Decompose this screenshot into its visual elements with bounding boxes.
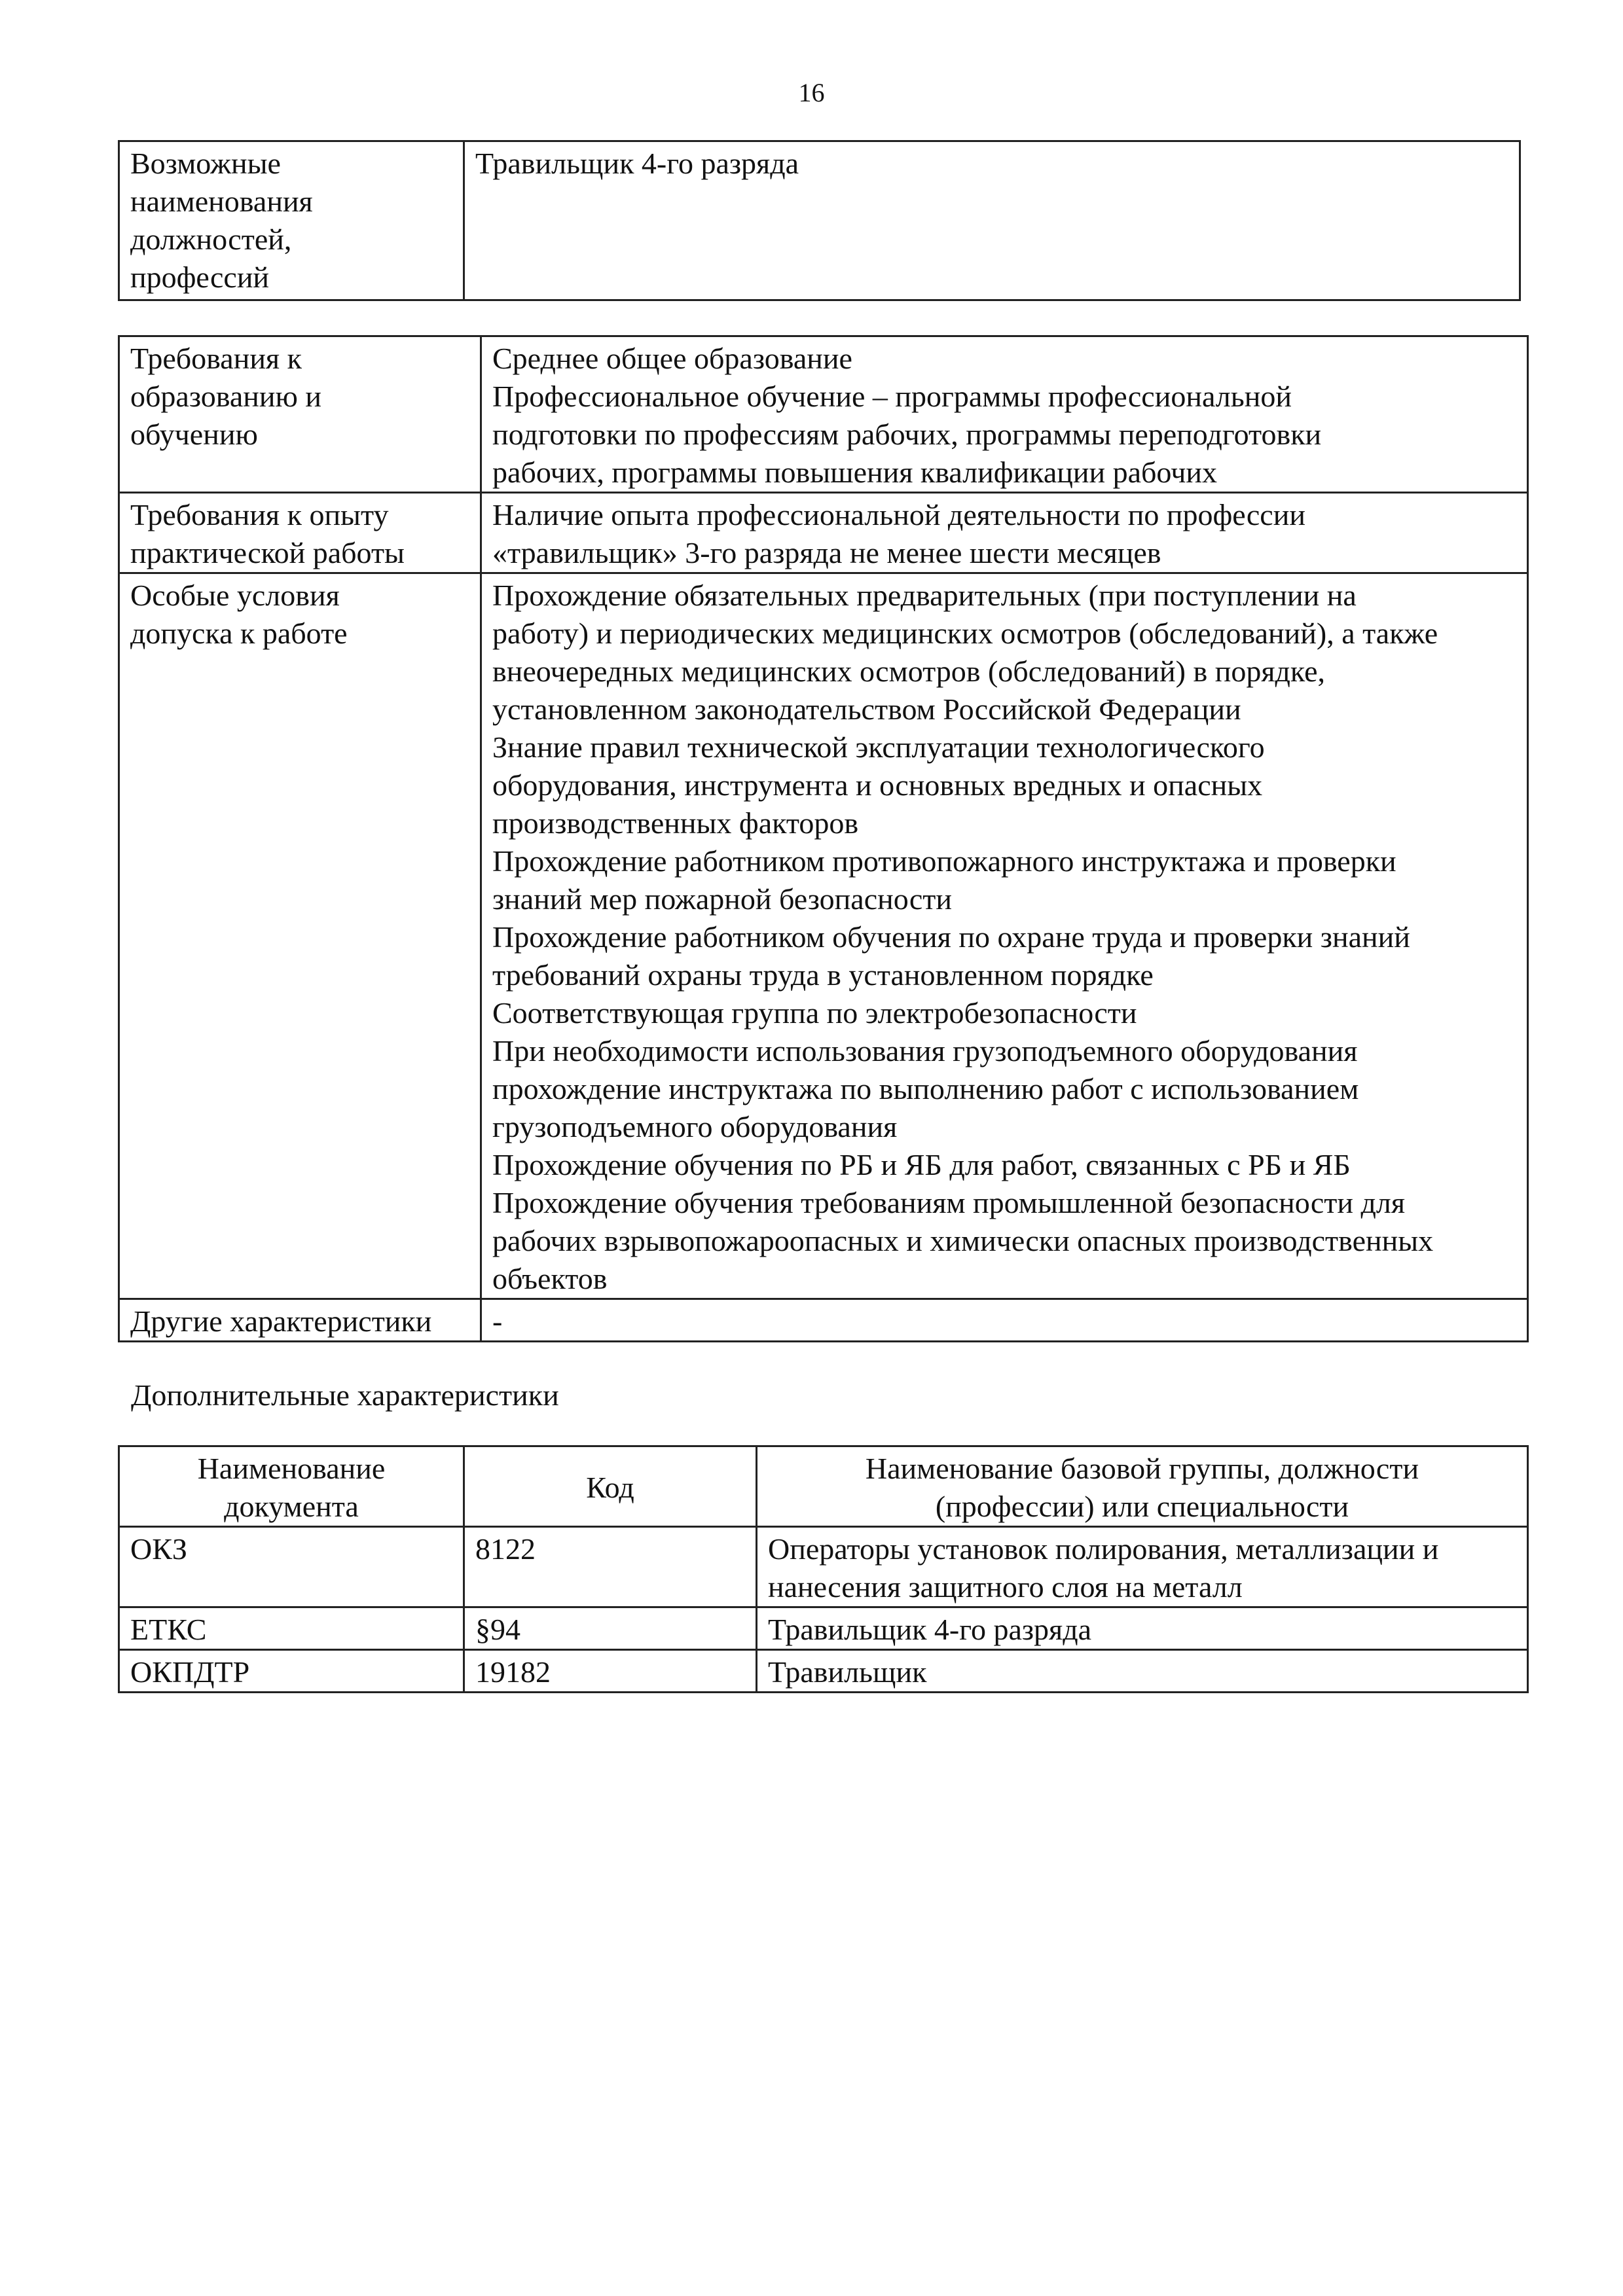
experience-label-line: Требования к опыту bbox=[130, 498, 389, 531]
section-title: Дополнительные характеристики bbox=[131, 1378, 559, 1412]
row-name bbox=[757, 1650, 1528, 1693]
header-doc-line: документа bbox=[224, 1490, 359, 1523]
row-name-line: Травильщик 4-го разряда bbox=[768, 1613, 1092, 1646]
row-doc: ОКПДТР bbox=[119, 1650, 464, 1693]
header-name-line: (профессии) или специальности bbox=[935, 1490, 1349, 1523]
conditions-line: рабочих взрывопожароопасных и химически опасных производственных bbox=[492, 1224, 1434, 1257]
additional-table bbox=[118, 1445, 1529, 1693]
row-name-line: Травильщик bbox=[768, 1655, 927, 1689]
conditions-line: Прохождение обязательных предварительных (при поступлении на bbox=[492, 579, 1357, 612]
row-code: 19182 bbox=[464, 1650, 757, 1693]
conditions-value bbox=[481, 573, 1528, 1299]
header-doc bbox=[119, 1446, 464, 1527]
conditions-line: Прохождение работником обучения по охране труда и проверки знаний bbox=[492, 920, 1410, 954]
experience-value bbox=[481, 493, 1528, 573]
experience-line: «травильщик» 3-го разряда не менее шести месяцев bbox=[492, 536, 1161, 569]
positions-label-line: профессий bbox=[130, 260, 270, 294]
positions-label-line: Возможные bbox=[130, 147, 281, 180]
conditions-line: работу) и периодических медицинских осмотров (обследований), а также bbox=[492, 617, 1438, 650]
positions-label-line: наименования bbox=[130, 185, 313, 218]
education-line: рабочих, программы повышения квалификации рабочих bbox=[492, 456, 1217, 489]
row-name bbox=[757, 1607, 1528, 1650]
conditions-line: При необходимости использования грузоподъемного оборудования bbox=[492, 1034, 1358, 1067]
experience-label bbox=[119, 493, 481, 573]
row-doc: ОКЗ bbox=[119, 1527, 464, 1607]
conditions-label bbox=[119, 573, 481, 1299]
header-name-line: Наименование базовой группы, должности bbox=[865, 1452, 1419, 1485]
positions-label bbox=[119, 141, 464, 300]
education-line: Профессиональное обучение – программы профессиональной bbox=[492, 380, 1292, 413]
positions-table bbox=[118, 140, 1521, 301]
experience-line: Наличие опыта профессиональной деятельности по профессии bbox=[492, 498, 1305, 531]
conditions-line: Прохождение обучения по РБ и ЯБ для работ, связанных с РБ и ЯБ bbox=[492, 1148, 1351, 1181]
page-number: 16 bbox=[798, 78, 825, 107]
conditions-line: объектов bbox=[492, 1262, 608, 1295]
conditions-line: оборудования, инструмента и основных вредных и опасных bbox=[492, 768, 1263, 802]
table-row bbox=[119, 1527, 1528, 1607]
requirements-table bbox=[118, 335, 1529, 1342]
conditions-line: знаний мер пожарной безопасности bbox=[492, 882, 953, 916]
education-line: Среднее общее образование bbox=[492, 342, 852, 375]
conditions-line: Прохождение обучения требованиям промышленной безопасности для bbox=[492, 1186, 1405, 1219]
conditions-line: Знание правил технической эксплуатации технологического bbox=[492, 730, 1265, 764]
header-code: Код bbox=[464, 1446, 757, 1527]
table-row bbox=[119, 493, 1528, 573]
table-row bbox=[119, 573, 1528, 1299]
header-name bbox=[757, 1446, 1528, 1527]
table-header-row bbox=[119, 1446, 1528, 1527]
table-row bbox=[119, 336, 1528, 493]
positions-label-line: должностей, bbox=[130, 223, 292, 256]
conditions-line: прохождение инструктажа по выполнению работ с использованием bbox=[492, 1072, 1359, 1105]
header-doc-line: Наименование bbox=[197, 1452, 386, 1485]
row-name-line: Операторы установок полирования, металлизации и bbox=[768, 1532, 1439, 1566]
conditions-label-line: Особые условия bbox=[130, 579, 340, 612]
conditions-line: производственных факторов bbox=[492, 806, 859, 840]
conditions-line: требований охраны труда в установленном порядке bbox=[492, 958, 1154, 992]
education-line: подготовки по профессиям рабочих, программы переподготовки bbox=[492, 418, 1322, 451]
row-name bbox=[757, 1527, 1528, 1607]
conditions-line: установленном законодательством Российской Федерации bbox=[492, 692, 1241, 726]
row-code: §94 bbox=[464, 1607, 757, 1650]
conditions-line: Прохождение работником противопожарного инструктажа и проверки bbox=[492, 844, 1396, 878]
experience-label-line: практической работы bbox=[130, 536, 405, 569]
education-value bbox=[481, 336, 1528, 493]
conditions-line: грузоподъемного оборудования bbox=[492, 1110, 898, 1143]
conditions-label-line: допуска к работе bbox=[130, 617, 348, 650]
education-label-line: образованию и bbox=[130, 380, 321, 413]
education-label-line: обучению bbox=[130, 418, 258, 451]
table-row bbox=[119, 1650, 1528, 1693]
other-label: Другие характеристики bbox=[119, 1299, 481, 1342]
table-row bbox=[119, 1299, 1528, 1342]
positions-value: Травильщик 4-го разряда bbox=[464, 141, 1520, 300]
other-value: - bbox=[481, 1299, 1528, 1342]
row-name-line: нанесения защитного слоя на металл bbox=[768, 1570, 1243, 1604]
education-label bbox=[119, 336, 481, 493]
education-label-line: Требования к bbox=[130, 342, 302, 375]
row-code: 8122 bbox=[464, 1527, 757, 1607]
conditions-line: внеочередных медицинских осмотров (обследований) в порядке, bbox=[492, 655, 1326, 688]
conditions-line: Соответствующая группа по электробезопасности bbox=[492, 996, 1137, 1030]
table-row bbox=[119, 141, 1520, 300]
table-row bbox=[119, 1607, 1528, 1650]
row-doc: ЕТКС bbox=[119, 1607, 464, 1650]
